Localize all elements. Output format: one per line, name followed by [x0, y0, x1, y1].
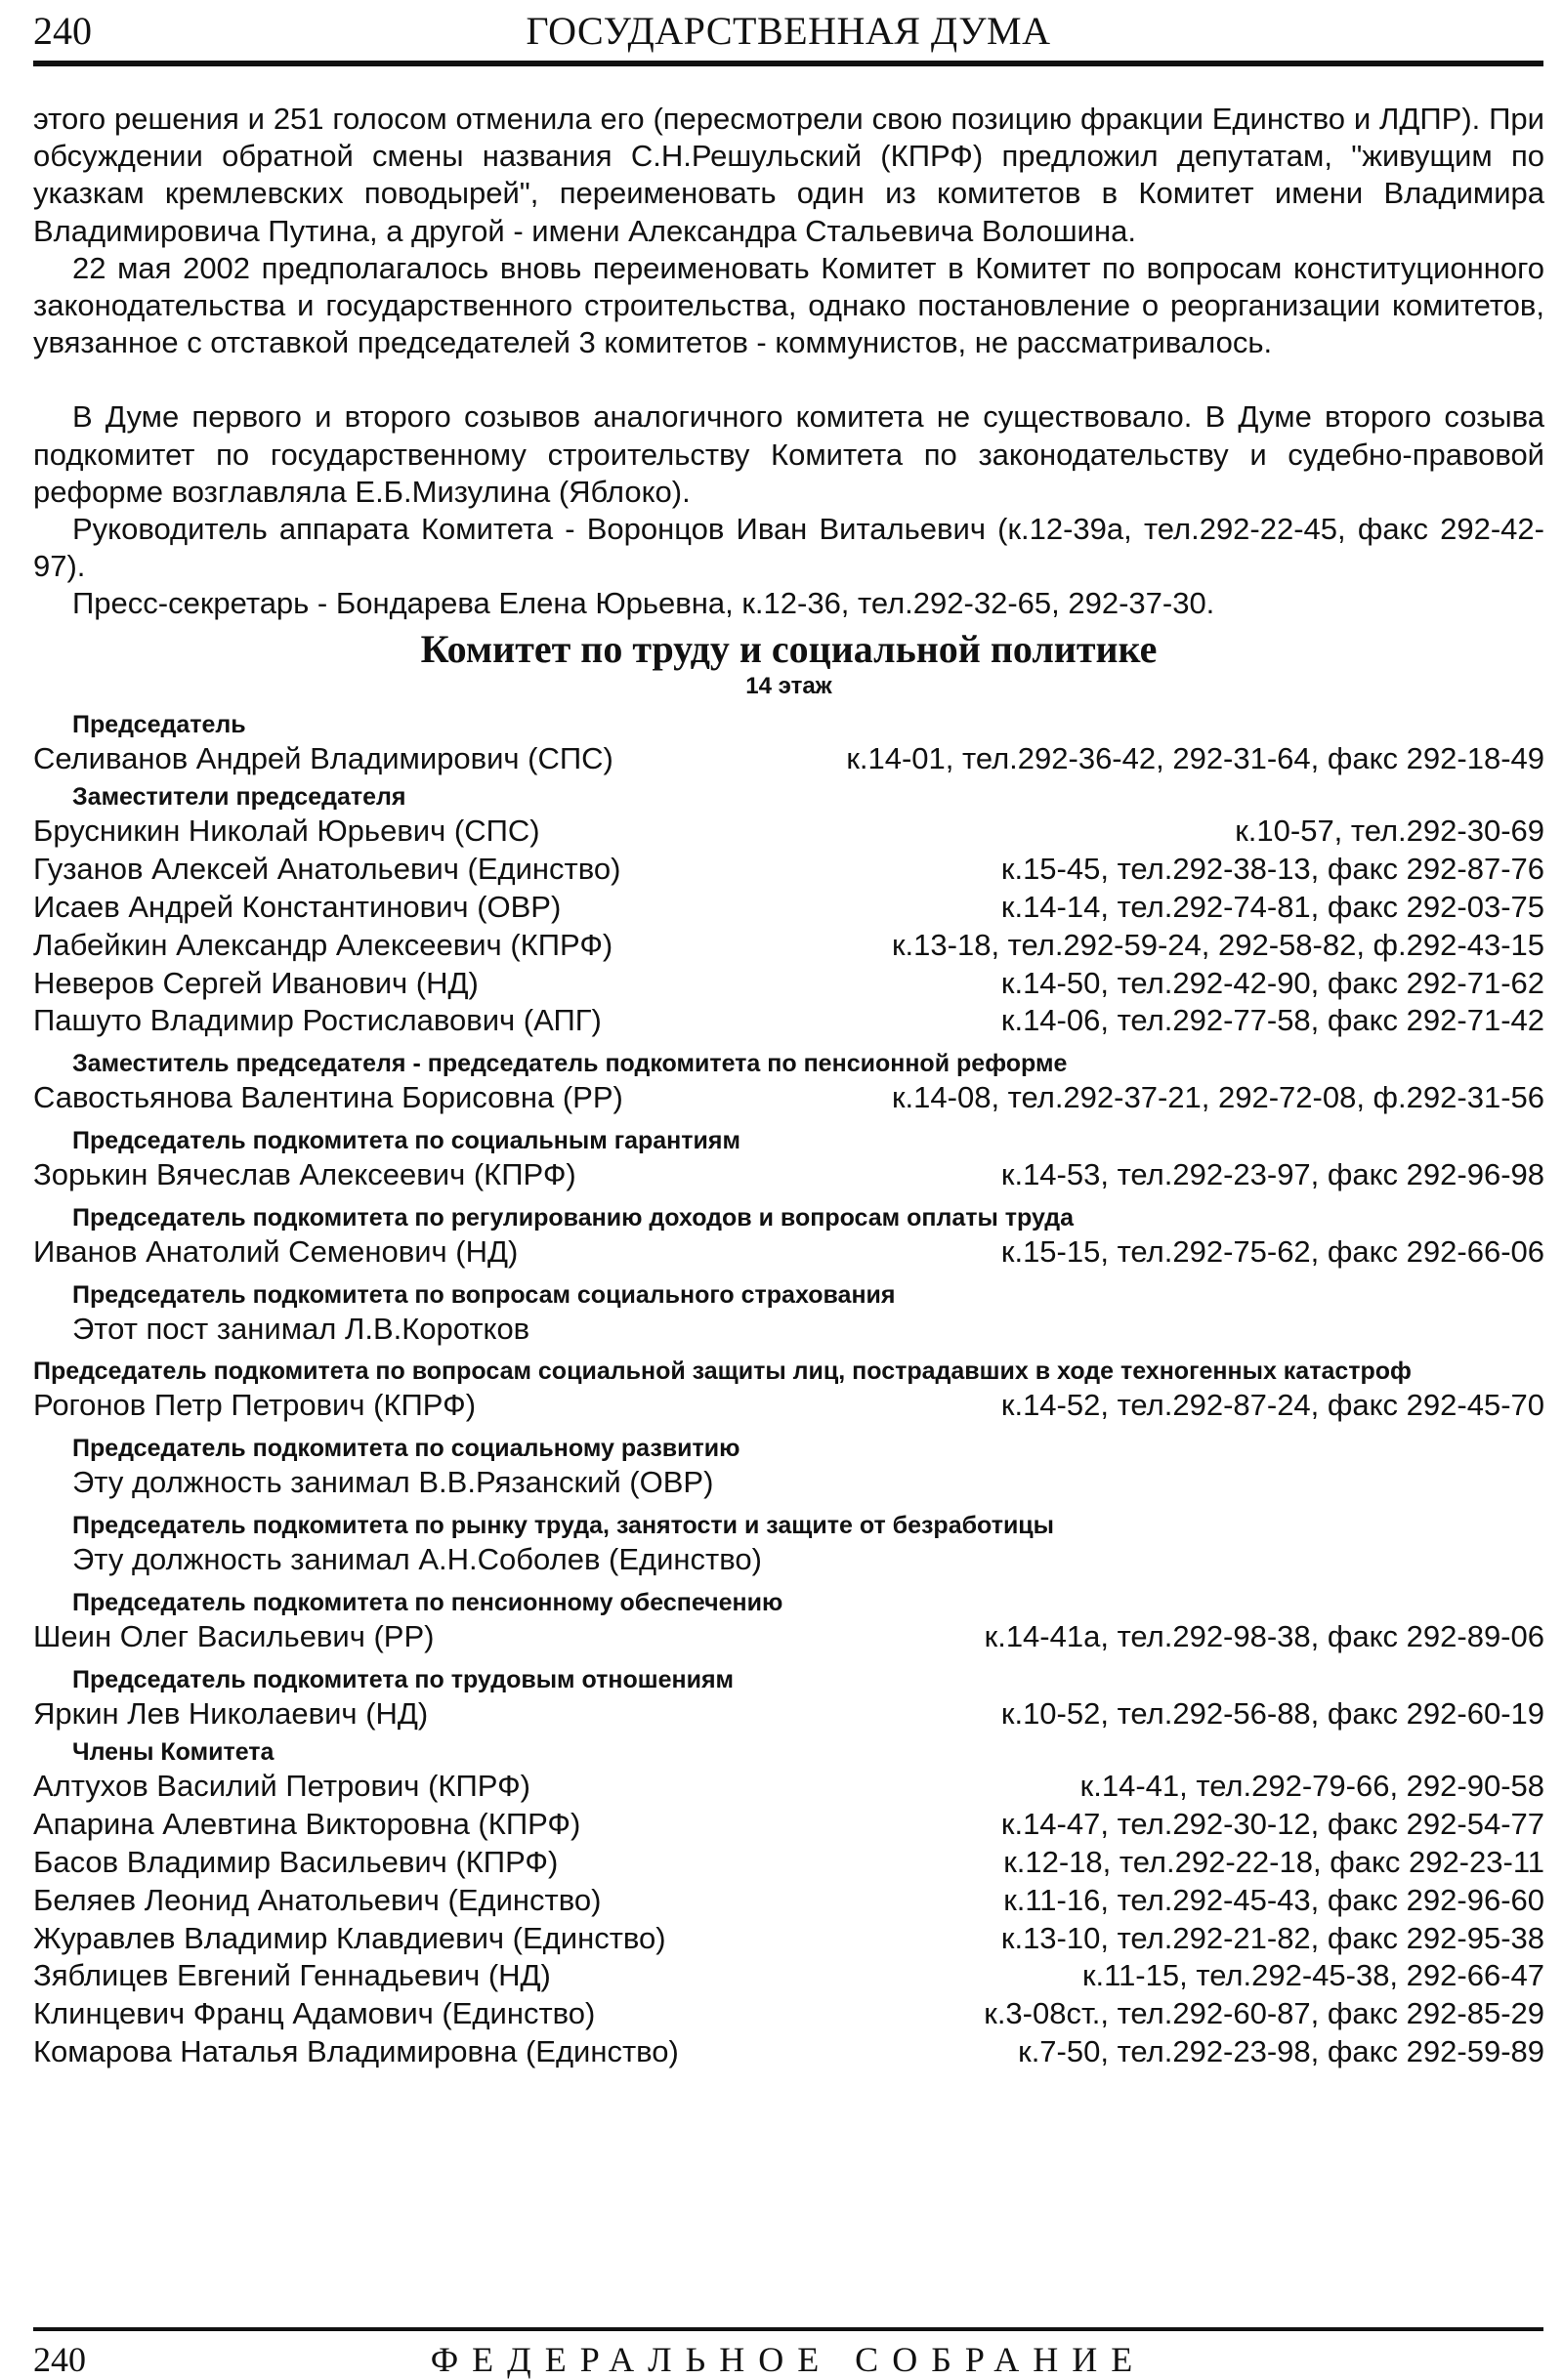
member-name: Зяблицев Евгений Геннадьевич (НД) [33, 1958, 551, 1993]
committee-title: Комитет по труду и социальной политике [420, 626, 1158, 671]
member-name: Эту должность занимал А.Н.Соболев (Единство) [72, 1542, 762, 1576]
member-row [33, 813, 1544, 851]
paragraph: 22 мая 2002 предполагалось вновь переименовать Комитет в Комитет по вопросам конституционного законодательства и государственного строительства, однако постановление о реорганизации комитетов, увязанное с отставкой председателей 3 комитетов - коммунистов, не рассматривалось. [33, 250, 1544, 360]
role-heading: Председатель подкомитета по регулированию доходов и вопросам оплаты труда [72, 1203, 1075, 1232]
member-contact: к.10-52, тел.292-56-88, факс 292-60-19 [1000, 1695, 1544, 1731]
member-name: Пашуто Владимир Ростиславович (АПГ) [33, 1003, 602, 1038]
member-contact: к.14-06, тел.292-77-58, факс 292-71-42 [1000, 1003, 1544, 1038]
member-contact: к.15-45, тел.292-38-13, факс 292-87-76 [1000, 852, 1544, 887]
member-contact: к.14-52, тел.292-87-24, факс 292-45-70 [1000, 1388, 1544, 1423]
member-contact: к.14-01, тел.292-36-42, 292-31-64, факс 292-18-49 [846, 740, 1544, 775]
member-row [33, 1002, 1544, 1040]
footer-title: ФЕДЕРАЛЬНОЕ СОБРАНИЕ [430, 2340, 1147, 2379]
member-row [33, 927, 1544, 965]
member-name: Зорькин Вячеслав Алексеевич (КПРФ) [33, 1157, 576, 1192]
member-contact: к.13-18, тел.292-59-24, 292-58-82, ф.292-43-15 [891, 927, 1544, 962]
role-heading: Председатель подкомитета по социальному развитию [72, 1435, 740, 1463]
member-row [33, 1920, 1544, 1958]
footer-page-number: 240 [33, 2340, 86, 2379]
member-row [33, 1806, 1544, 1844]
member-row [33, 1957, 1544, 1995]
member-contact: к.14-08, тел.292-37-21, 292-72-08, ф.292-31-56 [891, 1080, 1544, 1115]
member-contact: к.14-53, тел.292-23-97, факс 292-96-98 [1000, 1157, 1544, 1192]
page-footer [33, 2327, 1543, 2379]
member-row [33, 1233, 1544, 1272]
running-title: ГОСУДАРСТВЕННАЯ ДУМА [526, 9, 1051, 53]
role-heading: Председатель подкомитета по вопросам социальной защиты лиц, пострадавших в ходе техногенных катастроф [33, 1357, 1412, 1386]
member-name: Лабейкин Александр Алексеевич (КПРФ) [33, 927, 613, 962]
committee-floor: 14 этаж [745, 672, 832, 699]
member-name: Комарова Наталья Владимировна (Единство) [33, 2033, 679, 2068]
member-contact: к.7-50, тел.292-23-98, факс 292-59-89 [1018, 2033, 1544, 2068]
role-heading: Председатель подкомитета по трудовым отношениям [72, 1665, 735, 1693]
role-heading: Председатель [72, 710, 246, 738]
member-name: Селиванов Андрей Владимирович (СПС) [33, 740, 613, 775]
role-heading: Председатель подкомитета по пенсионному обеспечению [72, 1588, 783, 1616]
member-contact: к.3-08ст., тел.292-60-87, факс 292-85-29 [984, 1996, 1544, 2031]
page-content [33, 101, 1544, 2071]
paragraph: Руководитель аппарата Комитета - Воронцов Иван Витальевич (к.12-39а, тел.292-22-45, факс 292-42-97). [33, 512, 1544, 584]
paragraph: Пресс-секретарь - Бондарева Елена Юрьевна, к.12-36, тел.292-32-65, 292-37-30. [72, 586, 1215, 621]
paragraph: этого решения и 251 голосом отменила его (пересмотрели свою позицию фракции Единство и ЛДПР). При обсуждении обратной смены названия С.Н.Решульский (КПРФ) предложил депутатам, "живущим по указкам кремлевских поводырей", переименовать один из комитетов в Комитет имени Владимира Владимировича Путина, а другой - имени Александра Стальевича Волошина. [33, 102, 1544, 248]
member-row [33, 1695, 1544, 1733]
member-name: Алтухов Василий Петрович (КПРФ) [33, 1769, 530, 1804]
member-name: Эту должность занимал В.В.Рязанский (ОВР) [72, 1465, 714, 1500]
member-contact: к.13-10, тел.292-21-82, факс 292-95-38 [1000, 1920, 1544, 1955]
role-heading: Председатель подкомитета по рынку труда, занятости и защите от безработицы [72, 1512, 1055, 1539]
member-row [33, 2033, 1544, 2071]
member-row [33, 851, 1544, 889]
member-name: Басов Владимир Васильевич (КПРФ) [33, 1844, 559, 1879]
paragraph: В Думе первого и второго созывов аналогичного комитета не существовало. В Думе второго созыва подкомитет по государственному строительству Комитета по законодательству и судебно-правовой реформе возглавляла Е.Б.Мизулина (Яблоко). [33, 399, 1544, 509]
member-name: Яркин Лев Николаевич (НД) [33, 1695, 429, 1731]
role-heading: Заместители председателя [72, 783, 406, 812]
role-heading: Члены Комитета [72, 1738, 275, 1767]
member-row [33, 1311, 1544, 1349]
member-contact: к.15-15, тел.292-75-62, факс 292-66-06 [1000, 1233, 1544, 1269]
member-row [33, 1464, 1544, 1502]
member-name: Апарина Алевтина Викторовна (КПРФ) [33, 1807, 581, 1842]
member-row [33, 1541, 1544, 1579]
page-number: 240 [33, 9, 92, 53]
member-contact: к.14-47, тел.292-30-12, факс 292-54-77 [1000, 1807, 1544, 1842]
member-name: Шеин Олег Васильевич (РР) [33, 1618, 435, 1653]
member-name: Неверов Сергей Иванович (НД) [33, 965, 479, 1000]
member-contact: к.12-18, тел.292-22-18, факс 292-23-11 [1003, 1844, 1544, 1879]
committee-roster [33, 709, 1544, 2071]
member-name: Брусникин Николай Юрьевич (СПС) [33, 814, 540, 849]
member-name: Савостьянова Валентина Борисовна (РР) [33, 1080, 623, 1115]
member-row [33, 1387, 1544, 1425]
member-row [33, 1156, 1544, 1194]
member-row [33, 740, 1544, 778]
page-header [33, 6, 1543, 66]
member-row [33, 1882, 1544, 1920]
member-name: Рогонов Петр Петрович (КПРФ) [33, 1388, 477, 1423]
member-name: Гузанов Алексей Анатольевич (Единство) [33, 852, 621, 887]
member-row [33, 1079, 1544, 1117]
member-name: Этот пост занимал Л.В.Коротков [72, 1311, 530, 1346]
member-contact: к.10-57, тел.292-30-69 [1235, 814, 1544, 849]
member-contact: к.14-41а, тел.292-98-38, факс 292-89-06 [984, 1618, 1544, 1653]
member-contact: к.14-14, тел.292-74-81, факс 292-03-75 [1000, 890, 1544, 925]
member-contact: к.11-15, тел.292-45-38, 292-66-47 [1081, 1958, 1544, 1993]
role-heading: Председатель подкомитета по социальным гарантиям [72, 1127, 740, 1155]
member-contact: к.14-50, тел.292-42-90, факс 292-71-62 [1000, 965, 1544, 1000]
member-name: Журавлев Владимир Клавдиевич (Единство) [33, 1920, 666, 1955]
member-row [33, 1618, 1544, 1656]
member-name: Беляев Леонид Анатольевич (Единство) [33, 1882, 602, 1917]
member-row [33, 1768, 1544, 1806]
member-row [33, 965, 1544, 1003]
member-row [33, 889, 1544, 927]
member-name: Исаев Андрей Константинович (ОВР) [33, 890, 562, 925]
member-row [33, 1995, 1544, 2033]
member-row [33, 1844, 1544, 1882]
member-name: Иванов Анатолий Семенович (НД) [33, 1233, 519, 1269]
role-heading: Заместитель председателя - председатель подкомитета по пенсионной реформе [72, 1050, 1068, 1078]
member-contact: к.11-16, тел.292-45-43, факс 292-96-60 [1003, 1882, 1544, 1917]
role-heading: Председатель подкомитета по вопросам социального страхования [72, 1280, 896, 1309]
member-name: Клинцевич Франц Адамович (Единство) [33, 1996, 596, 2031]
member-contact: к.14-41, тел.292-79-66, 292-90-58 [1079, 1769, 1544, 1804]
